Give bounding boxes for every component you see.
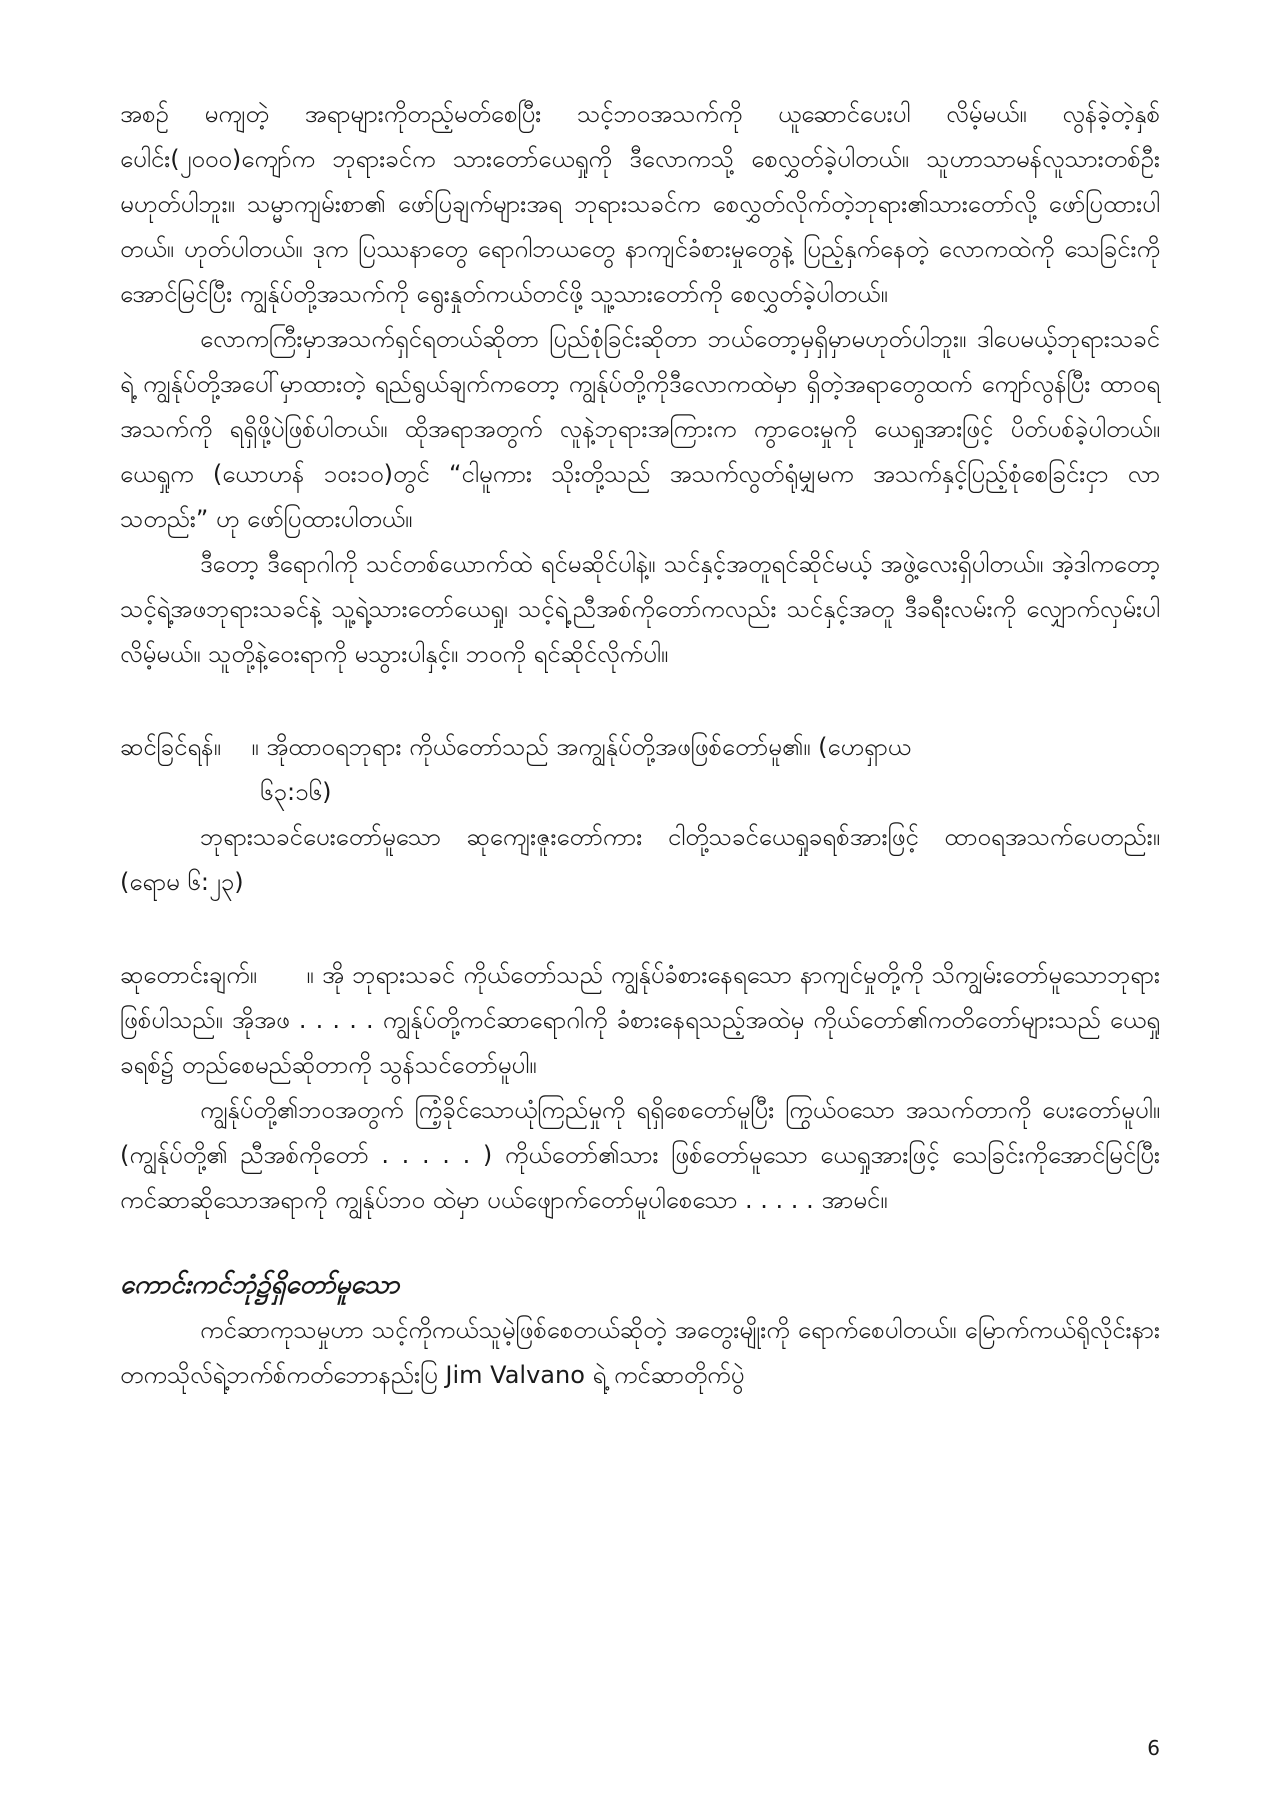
closing-paragraph: ကင်ဆာကုသမှုဟာ သင့်ကိုကယ်သူမဲ့ဖြစ်စေတယ်ဆိုတဲ့ အတွေးမျိုးကို ရောက်စေပါတယ်။ မြောက်ကယ်ရိုလိုင်းနားတကသိုလ်ရဲ့ဘက်စ်ကတ်ဘောနည်းပြ Jim Valvano ရဲ့ ကင်ဆာတိုက်ပွဲ bbox=[120, 1316, 1160, 1389]
section-heading: ကောင်းကင်ဘုံ၌ရှိတော်မူသော bbox=[120, 1270, 400, 1300]
verse-paragraph: ဘုရားသခင်ပေးတော်မူသော ဆုကျေးဇူးတော်ကား ငါတို့သခင်ယေရှုခရစ်အားဖြင့် ထာဝရအသက်ပေတည်း။ (ရောမ ၆:၂၃) bbox=[120, 823, 1160, 896]
prayer-paragraph: ကျွန်ုပ်တို့၏ဘဝအတွက် ကြံ့ခိုင်သောယုံကြည်မှုကို ရရှိစေတော်မူပြီး ကြွယ်ဝသော အသက်တာကို ပေးတော်မူပါ။ (ကျွန်ုပ်တို့၏ ညီအစ်ကိုတော် . . . . . ) ကိုယ်တော်၏သား ဖြစ်တော်မူသော ယေရှုအားဖြင့် သေခြင်းကိုအောင်မြင်ပြီး ကင်ဆာဆိုသောအရာကို ကျွန်ုပ်ဘဝ ထဲမှာ ပယ်ဖျောက်တော်မူပါစေသော . . . . . အာမင်။ bbox=[120, 1096, 1160, 1214]
intro-paragraph-1: အစဉ် မကျတဲ့ အရာများကိုတည့်မတ်စေပြီး သင့်ဘဝအသက်ကို ယူဆောင်ပေးပါ လိမ့်မယ်။ လွန်ခဲ့တဲ့နှစ်ပေါင်း(၂၀၀၀)ကျော်က ဘုရားခင်က သားတော်ယေရှုကို ဒီလောကသို့ စေလွှတ်ခဲ့ပါတယ်။ သူဟာသာမန်လူသားတစ်ဦးမဟုတ်ပါဘူး။ သမ္မာကျမ်းစာ၏ ဖော်ပြချက်များအရ ဘုရားသခင်က စေလွှတ်လိုက်တဲ့ဘုရား၏သားတော်လို့ ဖော်ပြထားပါတယ်။ ဟုတ်ပါတယ်။ ဒုက ပြဿနာတွေ ရောဂါဘယတွေ နာကျင်ခံစားမှုတွေနဲ့ ပြည့်နှက်နေတဲ့ လောကထဲကို သေခြင်းကိုအောင်မြင်ပြီး ကျွန်ုပ်တို့အသက်ကို ရွေးနှုတ်ကယ်တင်ဖို့ သူ့သားတော်ကို စေလွှတ်ခဲ့ပါတယ်။ bbox=[120, 100, 1160, 308]
verse-label: ဆင်ခြင်ရန်။ bbox=[120, 733, 221, 761]
page-number: 6 bbox=[1147, 1736, 1160, 1760]
meditation-section bbox=[120, 725, 1160, 905]
prayer-text-block bbox=[120, 953, 1160, 1088]
intro-paragraph-2: လောကကြီးမှာအသက်ရှင်ရတယ်ဆိုတာ ပြည်စုံခြင်းဆိုတာ ဘယ်တော့မှရှိမှာမဟုတ်ပါဘူး။ ဒါပေမယ့်ဘုရားသခင်ရဲ့ ကျွန်ုပ်တို့အပေါ်မှာထားတဲ့ ရည်ရွယ်ချက်ကတော့ ကျွန်ုပ်တို့ကိုဒီလောကထဲမှာ ရှိတဲ့အရာတွေထက် ကျော်လွန်ပြီး ထာဝရအသက်ကို ရရှိဖို့ပဲဖြစ်ပါတယ်။ ထိုအရာအတွက် လူနဲ့ဘုရားအကြားက ကွာဝေးမှုကို ယေရှုအားဖြင့် ပိတ်ပစ်ခဲ့ပါတယ်။ ယေရှုက (ယောဟန် ၁၀း၁၀)တွင် “ငါမူကား သိုးတို့သည် အသက်လွတ်ရုံမျှမက အသက်နှင့်ပြည့်စုံစေခြင်းငှာ လာသတည်း” ဟု ဖော်ပြထားပါတယ်။ bbox=[120, 325, 1160, 533]
prayer-section bbox=[120, 953, 1160, 1223]
verse-text: ။ အိုထာဝရဘုရား ကိုယ်တော်သည် အကျွန်ုပ်တို့အဖဖြစ်တော်မူ၏။ (ဟေရှာယ bbox=[251, 733, 911, 761]
verse-line bbox=[120, 725, 1160, 770]
page-content bbox=[120, 92, 1160, 1398]
verse-reference: ၆၃:၁၆) bbox=[260, 778, 332, 806]
intro-paragraph-3: ဒီတော့ ဒီရောဂါကို သင်တစ်ယောက်ထဲ ရင်မဆိုင်ပါနဲ့။ သင်နှင့်အတူရင်ဆိုင်မယ့် အဖွဲ့လေးရှိပါတယ်။ အဲ့ဒါကတော့ သင့်ရဲ့အဖဘုရားသခင်နဲ့ သူ့ရဲ့သားတော်ယေရှု၊ သင့်ရဲ့ညီအစ်ကိုတော်ကလည်း သင်နှင့်အတူ ဒီခရီးလမ်းကို လျှောက်လှမ်းပါလိမ့်မယ်။ သူတို့နဲ့ဝေးရာကို မသွားပါနှင့်။ ဘဝကို ရင်ဆိုင်လိုက်ပါ။ bbox=[120, 550, 1160, 668]
prayer-label: ဆုတောင်းချက်။ bbox=[120, 961, 257, 989]
prayer-text: ။ အို ဘုရားသခင် ကိုယ်တော်သည် ကျွန်ုပ်ခံစားနေရသော နာကျင်မှုတို့ကို သိကျွမ်းတော်မူသောဘုရားဖြစ်ပါသည်။ အိုအဖ . . . . . ကျွန်ုပ်တို့ကင်ဆာရောဂါကို ခံစားနေရသည့်အထဲမှ ကိုယ်တော်၏ကတိတော်များသည် ယေရှုခရစ်၌ တည်စေမည်ဆိုတာကို သွန်သင်တော်မူပါ။ bbox=[120, 961, 1160, 1079]
